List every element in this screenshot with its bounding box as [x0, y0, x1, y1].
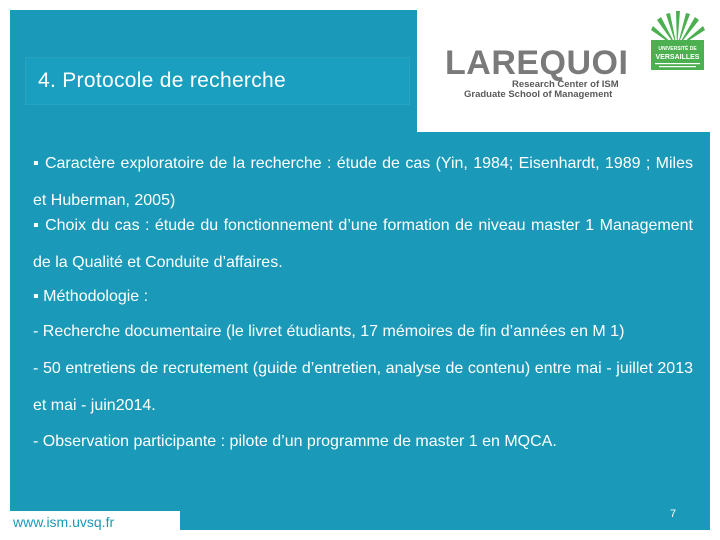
bullet-methodology: ▪ Méthodologie :	[33, 288, 149, 305]
bullet-exploratory: ▪ Caractère exploratoire de la recherche : étude de cas (Yin, 1984; Eisenhardt, 1989 ; Miles et Huberman, 2005)	[33, 155, 693, 209]
page-number: 7	[670, 508, 677, 520]
larequoi-logo-name: LAREQUOI	[445, 44, 629, 82]
footer-url[interactable]: www.ism.uvsq.fr	[13, 514, 115, 530]
item-interviews: - 50 entretiens de recrutement (guide d’entretien, analyse de contenu) entre mai - juillet 2013 et mai - juin2014.	[33, 360, 693, 414]
item-observation: - Observation participante : pilote d’un programme de master 1 en MQCA.	[33, 433, 557, 450]
uvsq-logo-text-1: UNIVERSITÉ DE	[658, 46, 697, 52]
larequoi-logo-subtitle-1: Research Center of ISM	[512, 79, 619, 90]
uvsq-logo	[645, 10, 710, 74]
bullet-case-choice: ▪ Choix du cas : étude du fonctionnement d’une formation de niveau master 1 Management de la Qualité et Conduite d’affaires.	[33, 217, 693, 271]
uvsq-logo-text-2: VERSAILLES	[655, 54, 700, 61]
item-documentary-research: - Recherche documentaire (le livret étudiants, 17 mémoires de fin d’années en M 1)	[33, 323, 625, 340]
larequoi-logo-subtitle-2: Graduate School of Management	[464, 89, 613, 100]
slide-title: 4. Protocole de recherche	[38, 69, 286, 92]
